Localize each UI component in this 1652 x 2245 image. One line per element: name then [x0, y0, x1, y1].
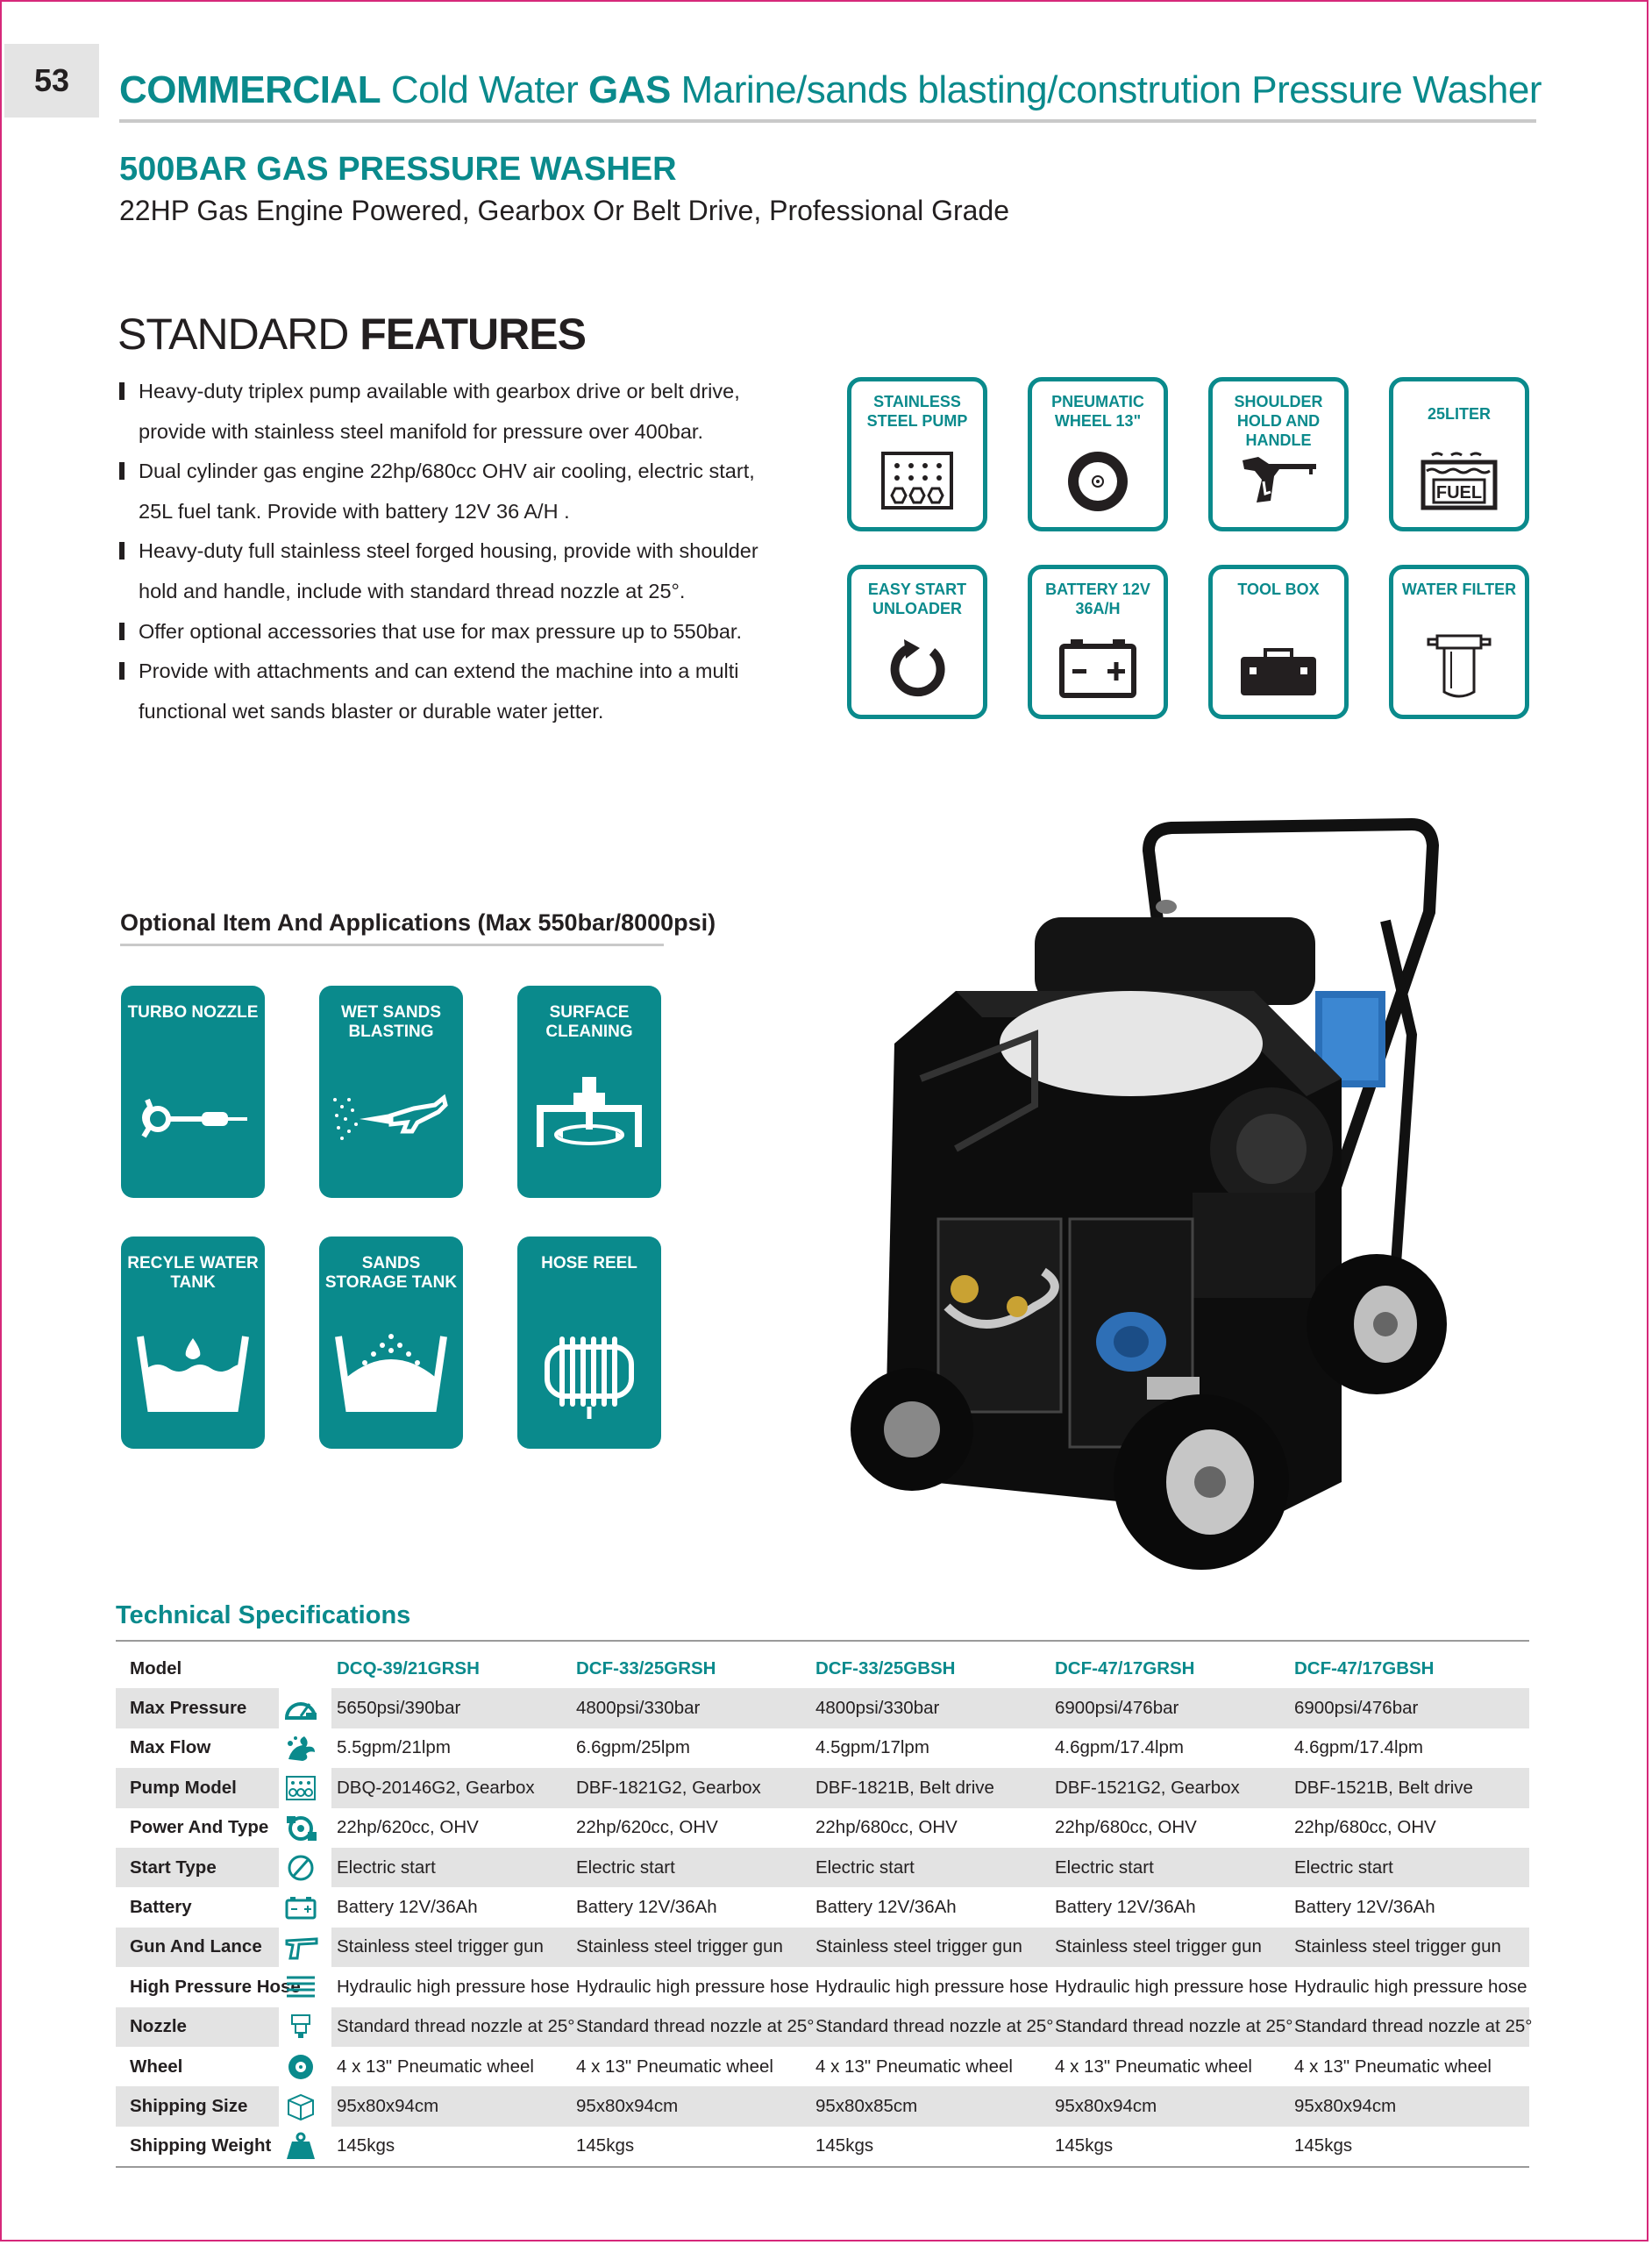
pressure-washer-product-image [780, 816, 1447, 1587]
weight-icon [283, 2131, 318, 2161]
spec-value: 5650psi/390bar [331, 1688, 571, 1728]
optional-recycle-water-tank [121, 1237, 265, 1449]
spec-value: 4800psi/330bar [810, 1688, 1050, 1728]
feature-stainless-steel-pump [847, 377, 987, 531]
spec-value: 145kgs [1055, 2135, 1114, 2156]
spec-value: Electric start [1289, 1848, 1529, 1887]
spec-value: Stainless steel trigger gun [1289, 1928, 1529, 1967]
feature-item: Dual cylinder gas engine 22hp/680cc OHV air cooling, electric start, 25L fuel tank. Provide with battery 12V 36 A/H . [117, 452, 784, 531]
hose-icon [283, 1972, 318, 2002]
hose-reel-icon [528, 1324, 651, 1421]
spec-label: Max Pressure [116, 1688, 279, 1728]
feature-shoulder-hold [1208, 377, 1349, 531]
spec-value: 4.6gpm/17.4lpm [1294, 1737, 1424, 1758]
spec-value: Battery 12V/36Ah [815, 1897, 957, 1918]
spec-value: 6900psi/476bar [1050, 1688, 1289, 1728]
circular-arrow-icon [878, 632, 957, 702]
page-number: 53 [4, 44, 99, 118]
features-title-light: STANDARD [117, 310, 360, 359]
spec-value: Battery 12V/36Ah [576, 1897, 717, 1918]
spec-label: Start Type [116, 1848, 279, 1887]
spec-label: Nozzle [116, 2007, 279, 2047]
start-icon [283, 1853, 318, 1883]
optional-turbo-nozzle [121, 986, 265, 1198]
optional-label: HOSE REEL [541, 1254, 637, 1272]
spec-value: 22hp/620cc, OHV [576, 1817, 718, 1838]
specs-header-row [116, 1649, 1529, 1688]
feature-pneumatic-wheel [1028, 377, 1168, 531]
specs-header-label: Model [130, 1657, 182, 1678]
optional-hose-reel [517, 1237, 661, 1449]
spec-value: DBF-1521G2, Gearbox [1050, 1768, 1289, 1807]
spec-value: 4800psi/330bar [571, 1688, 810, 1728]
spray-gun-icon [1239, 445, 1318, 515]
optional-surface-cleaning [517, 986, 661, 1198]
product-title: 500BAR GAS PRESSURE WASHER [119, 151, 677, 188]
header-word-gas: GAS [587, 68, 671, 111]
spec-value: 4.6gpm/17.4lpm [1055, 1737, 1185, 1758]
spec-value: 4 x 13" Pneumatic wheel [576, 2056, 773, 2077]
optional-label: SURFACE CLEANING [545, 1003, 633, 1041]
optional-title: Optional Item And Applications (Max 550bar/8000psi) [120, 909, 716, 936]
spec-value: 95x80x94cm [571, 2086, 810, 2126]
turbo-nozzle-icon [132, 1073, 254, 1170]
water-filter-icon [1420, 632, 1499, 702]
spec-label: High Pressure Hose [130, 1976, 301, 1997]
optional-label: RECYLE WATER TANK [127, 1254, 259, 1292]
product-subtitle: 22HP Gas Engine Powered, Gearbox Or Belt Drive, Professional Grade [119, 195, 1010, 226]
spec-value: Stainless steel trigger gun [331, 1928, 571, 1967]
box-icon [283, 2092, 318, 2121]
engine-icon [283, 1813, 318, 1842]
spec-value: 22hp/620cc, OHV [337, 1817, 479, 1838]
spec-value: 6900psi/476bar [1289, 1688, 1529, 1728]
feature-tool-box [1208, 565, 1349, 719]
spec-label: Gun And Lance [116, 1928, 279, 1967]
spec-value: Standard thread nozzle at 25° [571, 2007, 810, 2047]
spec-value: Standard thread nozzle at 25° [810, 2007, 1050, 2047]
spec-value: Battery 12V/36Ah [337, 1897, 478, 1918]
standard-features-title [117, 309, 586, 360]
spec-row-shipping-weight [116, 2127, 1529, 2166]
spec-value: 22hp/680cc, OHV [815, 1817, 958, 1838]
feature-fuel-tank [1389, 377, 1529, 531]
features-list [117, 372, 784, 731]
spec-value: Electric start [331, 1848, 571, 1887]
spec-value: Hydraulic high pressure hose [1294, 1976, 1527, 1997]
spec-value: Standard thread nozzle at 25° [1050, 2007, 1289, 2047]
spec-value: Hydraulic high pressure hose [337, 1976, 570, 1997]
spec-row-nozzle [116, 2007, 1529, 2047]
fuel-tank-icon [1420, 445, 1499, 515]
battery-icon [1058, 632, 1137, 702]
spec-value: DBQ-20146G2, Gearbox [331, 1768, 571, 1807]
spec-value: 145kgs [576, 2135, 635, 2156]
pump-icon [283, 1773, 318, 1803]
spec-value: Standard thread nozzle at 25° [1289, 2007, 1529, 2047]
pump-icon [878, 445, 957, 515]
spec-label: Shipping Weight [130, 2135, 272, 2156]
model-name: DCF-33/25GRSH [576, 1657, 716, 1678]
spec-row-wheel [116, 2047, 1529, 2086]
spec-value: Hydraulic high pressure hose [815, 1976, 1049, 1997]
spec-value: 4 x 13" Pneumatic wheel [1055, 2056, 1252, 2077]
features-title-bold: FEATURES [360, 310, 586, 359]
model-name: DCF-47/17GRSH [1055, 1657, 1195, 1678]
feature-water-filter [1389, 565, 1529, 719]
spec-value: 145kgs [815, 2135, 874, 2156]
optional-label: SANDS STORAGE TANK [324, 1254, 458, 1292]
gauge-icon [283, 1693, 318, 1723]
sand-blasting-icon [330, 1073, 452, 1170]
spec-value: 4 x 13" Pneumatic wheel [815, 2056, 1013, 2077]
page-header [119, 68, 1542, 112]
spec-value: Stainless steel trigger gun [810, 1928, 1050, 1967]
fuel-text: FUEL [1435, 483, 1483, 502]
spec-row-shipping-size [116, 2086, 1529, 2126]
spec-value: Battery 12V/36Ah [1055, 1897, 1196, 1918]
spec-row-high-pressure-hose [116, 1967, 1529, 2006]
spec-value: Stainless steel trigger gun [571, 1928, 810, 1967]
spec-row-power [116, 1808, 1529, 1848]
spec-value: DBF-1521B, Belt drive [1289, 1768, 1529, 1807]
feature-label: PNEUMATIC WHEEL 13" [1051, 393, 1144, 430]
spec-row-max-flow [116, 1728, 1529, 1768]
feature-label: WATER FILTER [1401, 581, 1517, 598]
spec-value: 4 x 13" Pneumatic wheel [1294, 2056, 1492, 2077]
spray-gun-icon [283, 1932, 318, 1962]
spec-value: 95x80x94cm [331, 2086, 571, 2126]
spec-value: 95x80x94cm [1289, 2086, 1529, 2126]
spec-value: Hydraulic high pressure hose [576, 1976, 809, 1997]
feature-easy-start-unloader [847, 565, 987, 719]
spec-value: 6.6gpm/25lpm [576, 1737, 690, 1758]
water-splash-icon [283, 1733, 318, 1763]
spec-value: 145kgs [337, 2135, 395, 2156]
spec-label: Shipping Size [116, 2086, 279, 2126]
wheel-icon [283, 2052, 318, 2082]
optional-label: TURBO NOZZLE [127, 1003, 259, 1022]
feature-item: Offer optional accessories that use for max pressure up to 550bar. [117, 612, 784, 652]
optional-divider [120, 944, 664, 946]
sand-tank-icon [330, 1324, 452, 1421]
optional-sands-storage-tank [319, 1237, 463, 1449]
spec-value: Electric start [571, 1848, 810, 1887]
spec-value: DBF-1821B, Belt drive [810, 1768, 1050, 1807]
spec-value: 95x80x85cm [810, 2086, 1050, 2126]
feature-label: STAINLESS STEEL PUMP [866, 393, 968, 430]
spec-value: 22hp/680cc, OHV [1055, 1817, 1197, 1838]
battery-icon [283, 1892, 318, 1922]
spec-value: 4 x 13" Pneumatic wheel [337, 2056, 534, 2077]
spec-label: Power And Type [130, 1817, 269, 1838]
spec-row-start-type [116, 1848, 1529, 1887]
feature-item: Heavy-duty triplex pump available with gearbox drive or belt drive, provide with stainless steel manifold for pressure over 400bar. [117, 372, 784, 452]
feature-label: BATTERY 12V 36A/H [1045, 581, 1150, 617]
spec-value: Battery 12V/36Ah [1294, 1897, 1435, 1918]
optional-wet-sands-blasting [319, 986, 463, 1198]
nozzle-icon [283, 2012, 318, 2042]
spec-value: 22hp/680cc, OHV [1294, 1817, 1436, 1838]
header-text-rest: Marine/sands blasting/constrution Pressure Washer [670, 68, 1542, 111]
spec-value: DBF-1821G2, Gearbox [571, 1768, 810, 1807]
spec-value: Stainless steel trigger gun [1050, 1928, 1289, 1967]
wheel-front-left [851, 1368, 973, 1491]
surface-cleaner-icon [528, 1073, 651, 1170]
spec-row-pump-model [116, 1768, 1529, 1807]
spec-value: 4.5gpm/17lpm [815, 1737, 929, 1758]
optional-label: WET SANDS BLASTING [341, 1003, 441, 1041]
wheel-icon [1058, 445, 1137, 515]
spec-label: Wheel [130, 2056, 183, 2077]
spec-value: Electric start [810, 1848, 1050, 1887]
spec-value: Electric start [1050, 1848, 1289, 1887]
header-text-cold-water: Cold Water [381, 68, 588, 111]
spec-row-battery [116, 1887, 1529, 1927]
feature-item: Provide with attachments and can extend the machine into a multi functional wet sands blaster or durable water jetter. [117, 652, 784, 731]
feature-label: EASY START UNLOADER [867, 581, 967, 617]
model-name: DCF-33/25GBSH [815, 1657, 956, 1678]
header-word-commercial: COMMERCIAL [119, 68, 381, 111]
specs-top-rule [116, 1640, 1529, 1642]
spec-value: 5.5gpm/21lpm [337, 1737, 451, 1758]
model-name: DCF-47/17GBSH [1294, 1657, 1435, 1678]
specs-title: Technical Specifications [116, 1601, 411, 1629]
model-name: DCQ-39/21GRSH [337, 1657, 480, 1678]
specs-bottom-rule [116, 2166, 1529, 2168]
toolbox-icon [1239, 632, 1318, 702]
feature-battery [1028, 565, 1168, 719]
header-divider [119, 119, 1536, 123]
spec-value: Hydraulic high pressure hose [1055, 1976, 1288, 1997]
spec-label: Battery [130, 1897, 192, 1918]
feature-label: TOOL BOX [1237, 581, 1320, 598]
spec-row-gun-and-lance [116, 1928, 1529, 1967]
feature-item: Heavy-duty full stainless steel forged housing, provide with shoulder hold and handle, include with standard thread nozzle at 25°. [117, 531, 784, 611]
feature-label: SHOULDER HOLD AND HANDLE [1234, 393, 1323, 449]
feature-label: 25LITER [1427, 405, 1492, 423]
specs-table [116, 1649, 1533, 2166]
spec-value: 145kgs [1294, 2135, 1353, 2156]
spec-label: Max Flow [130, 1737, 211, 1758]
spec-value: 95x80x94cm [1050, 2086, 1289, 2126]
spec-value: Standard thread nozzle at 25° [331, 2007, 571, 2047]
spec-row-max-pressure [116, 1688, 1529, 1728]
spec-label: Pump Model [116, 1768, 279, 1807]
water-tank-icon [132, 1324, 254, 1421]
